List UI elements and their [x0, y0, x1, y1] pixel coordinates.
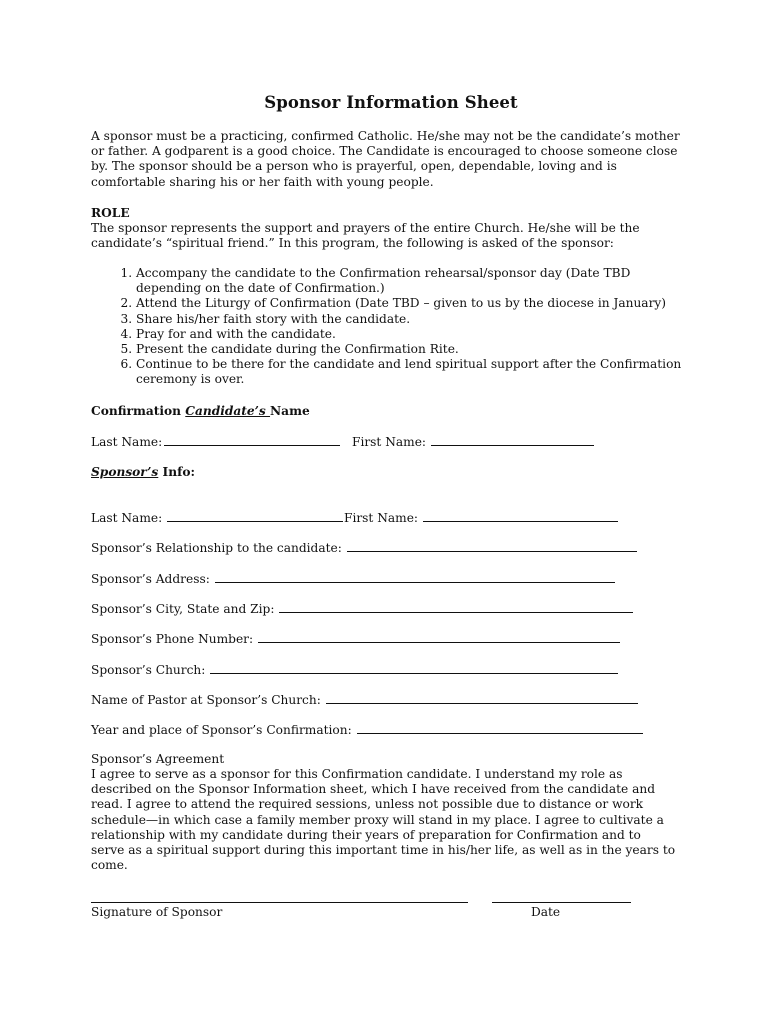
sponsor-address-label: Sponsor’s Address: — [91, 572, 210, 586]
list-item: 1. Accompany the candidate to the Confirmation rehearsal/sponsor day (Date TBD depending on the date of Confirmation.) — [136, 266, 696, 296]
list-item: 4. Pray for and with the candidate. — [136, 327, 696, 342]
list-item: 5. Present the candidate during the Confirmation Rite. — [136, 342, 696, 357]
sponsor-pastor-field[interactable] — [326, 692, 638, 704]
sponsor-address-row — [91, 571, 615, 586]
sponsor-pastor-label: Name of Pastor at Sponsor’s Church: — [91, 693, 321, 707]
role-paragraph: The sponsor represents the support and prayers of the entire Church. He/she will be the candidate’s “spiritual friend.” In this program, the following is asked of the sponsor: — [91, 221, 640, 251]
sponsor-phone-field[interactable] — [258, 631, 620, 643]
candidate-first-name-label: First Name: — [352, 435, 427, 449]
sponsor-relationship-field[interactable] — [347, 540, 637, 552]
sponsor-city-row — [91, 601, 633, 616]
sponsor-phone-label: Sponsor’s Phone Number: — [91, 632, 254, 646]
sponsor-first-name-row — [344, 510, 618, 525]
candidate-last-name-field[interactable] — [164, 434, 340, 446]
date-label: Date — [531, 905, 561, 919]
sponsor-first-name-label: First Name: — [344, 511, 419, 525]
candidate-name-heading: Confirmation Candidate’s Name — [91, 404, 310, 418]
sponsor-church-field[interactable] — [210, 662, 618, 674]
sponsor-confirmation-label: Year and place of Sponsor’s Confirmation: — [91, 723, 352, 737]
sponsor-city-label: Sponsor’s City, State and Zip: — [91, 602, 275, 616]
sponsor-last-name-row — [91, 510, 343, 525]
page-title: Sponsor Information Sheet — [264, 93, 518, 112]
candidate-first-name-field[interactable] — [431, 434, 594, 446]
sponsor-pastor-row — [91, 692, 638, 707]
signature-line[interactable] — [91, 902, 468, 903]
sponsor-relationship-row — [91, 540, 637, 555]
candidate-name-row — [91, 434, 340, 449]
sponsor-city-field[interactable] — [279, 601, 633, 613]
signature-label: Signature of Sponsor — [91, 905, 223, 919]
agreement-heading: Sponsor’s Agreement — [91, 752, 225, 766]
sponsor-phone-row — [91, 631, 620, 646]
date-line[interactable] — [492, 902, 631, 903]
list-item: 6. Continue to be there for the candidate and lend spiritual support after the Confirmation ceremony is over. — [136, 357, 696, 387]
sponsor-relationship-label: Sponsor’s Relationship to the candidate: — [91, 541, 342, 555]
agreement-paragraph: I agree to serve as a sponsor for this Confirmation candidate. I understand my role as described on the Sponsor Information sheet, which I have received from the candidate and read. I agree to attend the required sessions, unless not possible due to distance or work schedule—in which case a family member proxy will stand in my place. I agree to cultivate a relationship with my candidate during their years of preparation for Confirmation and to serve as a spiritual support during this important time in his/her life, as well as in the years to come. — [91, 767, 676, 873]
sponsor-info-heading: Sponsor’s Info: — [91, 465, 195, 479]
intro-paragraph: A sponsor must be a practicing, confirmed Catholic. He/she may not be the candidate’s mother or father. A godparent is a good choice. The Candidate is encouraged to choose someone close by. The sponsor should be a person who is prayerful, open, dependable, loving and is comfortable sharing his or her faith with young people. — [91, 129, 680, 189]
sponsor-confirmation-field[interactable] — [357, 722, 643, 734]
list-item: 3. Share his/her faith story with the candidate. — [136, 312, 696, 327]
role-heading: ROLE — [91, 206, 130, 220]
sponsor-last-name-label: Last Name: — [91, 511, 163, 525]
candidate-first-name-row — [352, 434, 594, 449]
sponsor-duties-list — [91, 266, 696, 388]
sponsor-first-name-field[interactable] — [423, 510, 618, 522]
candidate-last-name-label: Last Name: — [91, 435, 163, 449]
sponsor-address-field[interactable] — [215, 571, 615, 583]
list-item: 2. Attend the Liturgy of Confirmation (Date TBD – given to us by the diocese in January) — [136, 296, 696, 311]
sponsor-church-label: Sponsor’s Church: — [91, 663, 206, 677]
sponsor-last-name-field[interactable] — [167, 510, 343, 522]
sponsor-church-row — [91, 662, 618, 677]
sponsor-confirmation-row — [91, 722, 643, 737]
